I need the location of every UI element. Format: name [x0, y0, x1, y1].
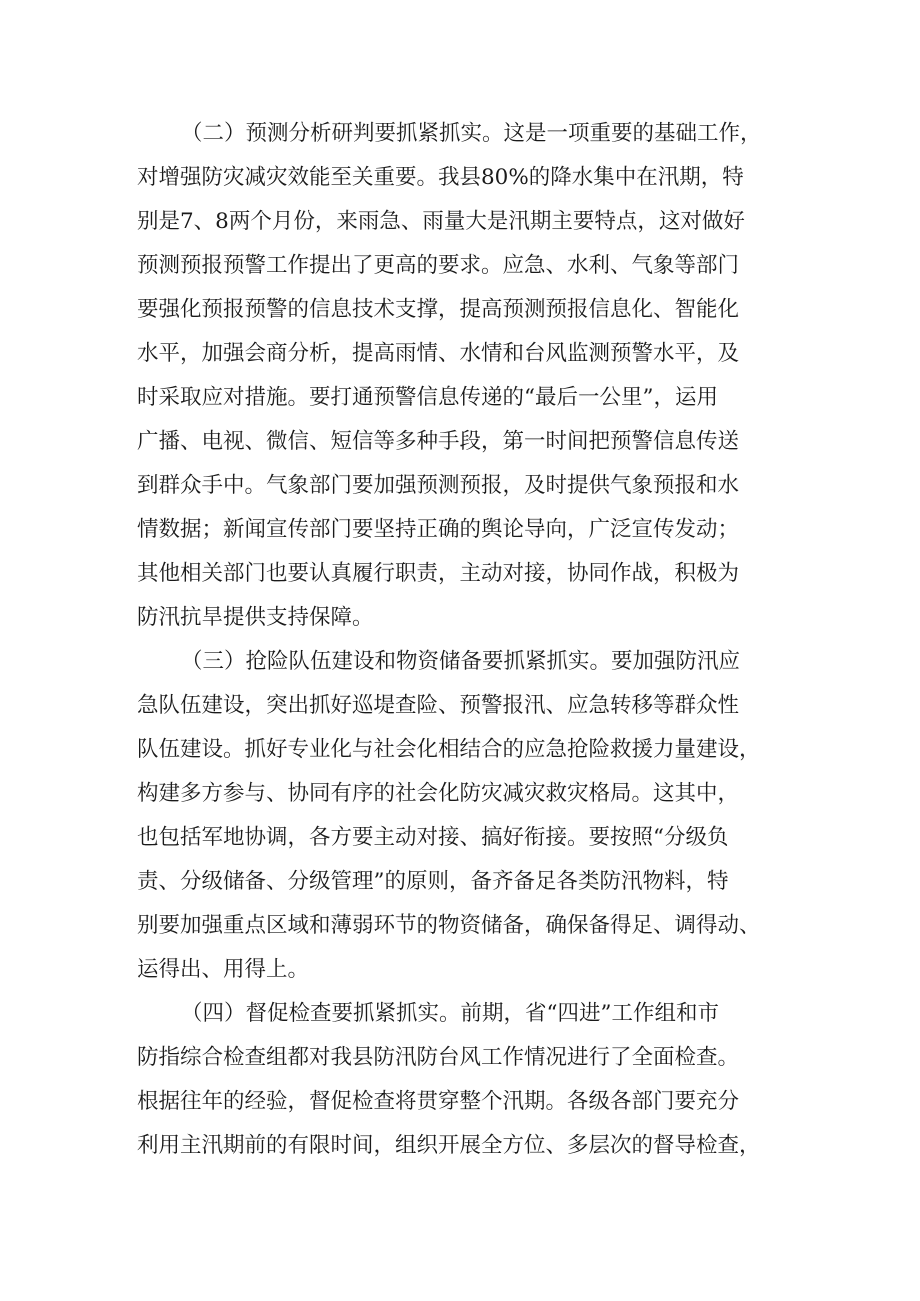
paragraph-2-line-10: 情数据；新闻宣传部门要坚持正确的舆论导向，广泛宣传发动； — [137, 517, 740, 542]
paragraph-4-line-1: （四）督促检查要抓紧抓实。前期，省“四进”工作组和市 — [181, 1001, 719, 1026]
paragraph-2-line-1: （二）预测分析研判要抓紧抓实。这是一项重要的基础工作， — [181, 121, 762, 146]
paragraph-2-line-8: 广播、电视、微信、短信等多种手段，第一时间把预警信息传送 — [137, 429, 740, 454]
paragraph-3-line-8: 运得出、用得上。 — [137, 957, 310, 982]
paragraph-2-line-12: 防汛抗旱提供支持保障。 — [137, 605, 374, 630]
paragraph-4-line-2: 防指综合检查组都对我县防汛防台风工作情况进行了全面检查。 — [137, 1045, 740, 1070]
paragraph-2-line-9: 到群众手中。气象部门要加强预测预报，及时提供气象预报和水 — [137, 473, 740, 498]
paragraph-4-line-4: 利用主汛期前的有限时间，组织开展全方位、多层次的督导检查， — [137, 1133, 761, 1158]
paragraph-2-line-2: 对增强防灾减灾效能至关重要。我县80%的降水集中在汛期，特 — [137, 165, 744, 190]
paragraph-3-line-2: 急队伍建设，突出抓好巡堤查险、预警报汛、应急转移等群众性 — [137, 693, 740, 718]
paragraph-3-line-3: 队伍建设。抓好专业化与社会化相结合的应急抢险救援力量建设， — [137, 737, 761, 762]
paragraph-3-line-6: 责、分级储备、分级管理”的原则，备齐备足各类防汛物料，特 — [137, 869, 729, 894]
paragraph-2-line-6: 水平，加强会商分析，提高雨情、水情和台风监测预警水平，及 — [137, 341, 740, 366]
paragraph-3-line-1: （三）抢险队伍建设和物资储备要抓紧抓实。要加强防汛应 — [181, 649, 741, 674]
paragraph-2-line-11: 其他相关部门也要认真履行职责，主动对接，协同作战，积极为 — [137, 561, 740, 586]
paragraph-2-line-4: 预测预报预警工作提出了更高的要求。应急、水利、气象等部门 — [137, 253, 740, 278]
paragraph-3-line-5: 也包括军地协调，各方要主动对接、搞好衔接。要按照“分级负 — [137, 825, 729, 850]
paragraph-4-line-3: 根据往年的经验，督促检查将贯穿整个汛期。各级各部门要充分 — [137, 1089, 740, 1114]
paragraph-2-line-3: 别是7、8两个月份，来雨急、雨量大是汛期主要特点，这对做好 — [137, 209, 745, 234]
paragraph-2-line-7: 时采取应对措施。要打通预警信息传递的“最后一公里”，运用 — [137, 385, 718, 410]
paragraph-3-line-7: 别要加强重点区域和薄弱环节的物资储备，确保备得足、调得动、 — [137, 913, 761, 938]
paragraph-3-line-4: 构建多方参与、协同有序的社会化防灾减灾救灾格局。这其中， — [137, 781, 740, 806]
paragraph-2-line-5: 要强化预报预警的信息技术支撑，提高预测预报信息化、智能化 — [137, 297, 740, 322]
